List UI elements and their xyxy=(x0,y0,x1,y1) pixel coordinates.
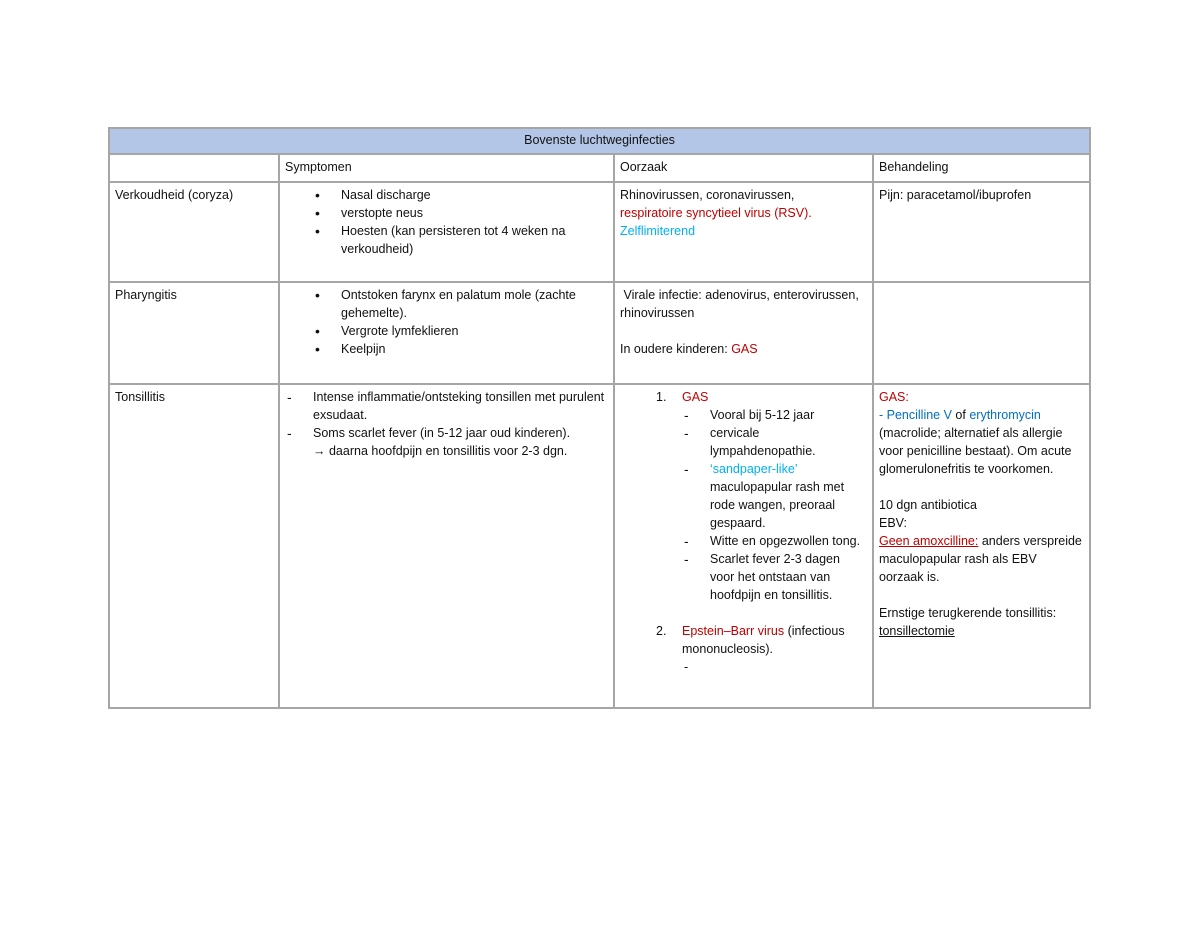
of-text: of xyxy=(951,408,970,422)
list-item xyxy=(656,388,867,622)
symptoms-cell xyxy=(279,182,614,282)
cause-list xyxy=(620,388,867,676)
amox-warning: Geen amoxcilline: xyxy=(879,534,979,548)
list-item: • Keelpijn xyxy=(341,340,608,358)
header-oorzaak: Oorzaak xyxy=(614,154,873,182)
list-item: • Vergrote lymfeklieren xyxy=(341,322,608,340)
list-item: • verstopte neus xyxy=(341,204,608,222)
table-row xyxy=(109,282,1090,384)
list-item xyxy=(656,622,867,676)
gas-sublist xyxy=(682,406,867,604)
list-item: • Hoesten (kan persisteren tot 4 weken na verkoudheid) xyxy=(341,222,608,258)
rash-text: maculopapular rash met rode wangen, preoraal gespaard. xyxy=(710,480,845,530)
cause-cell xyxy=(614,384,873,708)
row-name: Pharyngitis xyxy=(109,282,279,384)
symptoms-cell xyxy=(279,282,614,384)
table-row xyxy=(109,182,1090,282)
cause-note: Zelflimiterend xyxy=(620,224,696,238)
symptom-list xyxy=(285,286,608,358)
cause-cell xyxy=(614,282,873,384)
treatment-cell xyxy=(873,282,1090,384)
amox-rest: anders verspreide maculopapular rash als EBV oorzaak is. xyxy=(879,534,1082,584)
item-number: 1. xyxy=(656,390,667,404)
symptom-list xyxy=(285,186,608,258)
treatment-cell xyxy=(873,384,1090,708)
cause-gas: GAS xyxy=(682,390,709,404)
list-item: • Nasal discharge xyxy=(341,186,608,204)
cause-gas: GAS xyxy=(731,342,758,356)
cause-rsv: respiratoire syncytieel virus (RSV). xyxy=(620,206,812,220)
symptom-list xyxy=(285,388,608,442)
list-item xyxy=(710,460,867,532)
treatment-gas-label: GAS: xyxy=(879,390,909,404)
penicillin-label: - Pencilline V xyxy=(879,408,952,422)
list-item: - Witte en opgezwollen tong. xyxy=(710,532,867,550)
trailing-dash: - xyxy=(684,660,689,674)
treatment-days: 10 dgn antibiotica xyxy=(879,498,977,512)
header-behandeling: Behandeling xyxy=(873,154,1090,182)
cause-text: Rhinovirussen, coronavirussen, xyxy=(620,188,795,202)
treatment-ebv-label: EBV: xyxy=(879,516,908,530)
sandpaper-label: ‘sandpaper-like’ xyxy=(710,462,798,476)
treatment-gas-text xyxy=(879,406,1084,478)
list-item: - cervicale lympahdenopathie. xyxy=(710,424,867,460)
infection-table xyxy=(108,127,1091,709)
treatment-recurrent: Ernstige terugkerende tonsillitis: xyxy=(879,606,1057,620)
table-row xyxy=(109,384,1090,708)
treatment-cell: Pijn: paracetamol/ibuprofen xyxy=(873,182,1090,282)
header-symptomen: Symptomen xyxy=(279,154,614,182)
treatment-ebv-text xyxy=(879,532,1084,586)
ebv-rest: (infectious mononucleosis). xyxy=(682,624,845,656)
list-item: • Ontstoken farynx en palatum mole (zachte gehemelte). xyxy=(341,286,608,322)
symptoms-cell xyxy=(279,384,614,708)
treatment-tonsillectomy: tonsillectomie xyxy=(879,624,955,638)
list-item: - Soms scarlet fever (in 5-12 jaar oud kinderen). xyxy=(313,424,608,442)
cause-prefix: In oudere kinderen: xyxy=(620,342,732,356)
table-title: Bovenste luchtweginfecties xyxy=(109,128,1090,154)
cause-text: Virale infectie: adenovirus, enterovirussen, rhinovirussen xyxy=(620,288,863,320)
row-name: Verkoudheid (coryza) xyxy=(109,182,279,282)
list-item: - Scarlet fever 2-3 dagen voor het ontstaan van hoofdpijn en tonsillitis. xyxy=(710,550,867,604)
list-item: - Vooral bij 5-12 jaar xyxy=(710,406,867,424)
cause-older-children xyxy=(620,340,867,358)
header-empty xyxy=(109,154,279,182)
cause-ebv: Epstein–Barr virus xyxy=(682,624,785,638)
row-name: Tonsillitis xyxy=(109,384,279,708)
symptom-arrow-note: → daarna hoofdpijn en tonsillitis voor 2-3 dgn. xyxy=(313,444,568,458)
erythromycin-label: erythromycin xyxy=(969,408,1041,422)
cause-cell xyxy=(614,182,873,282)
gas-rest: (macrolide; alternatief als allergie voor penicilline bestaat). Om acute glomerulonefritis te voorkomen. xyxy=(879,426,1072,476)
list-item: - Intense inflammatie/ontsteking tonsillen met purulent exsudaat. xyxy=(313,388,608,424)
item-number: 2. xyxy=(656,624,667,638)
